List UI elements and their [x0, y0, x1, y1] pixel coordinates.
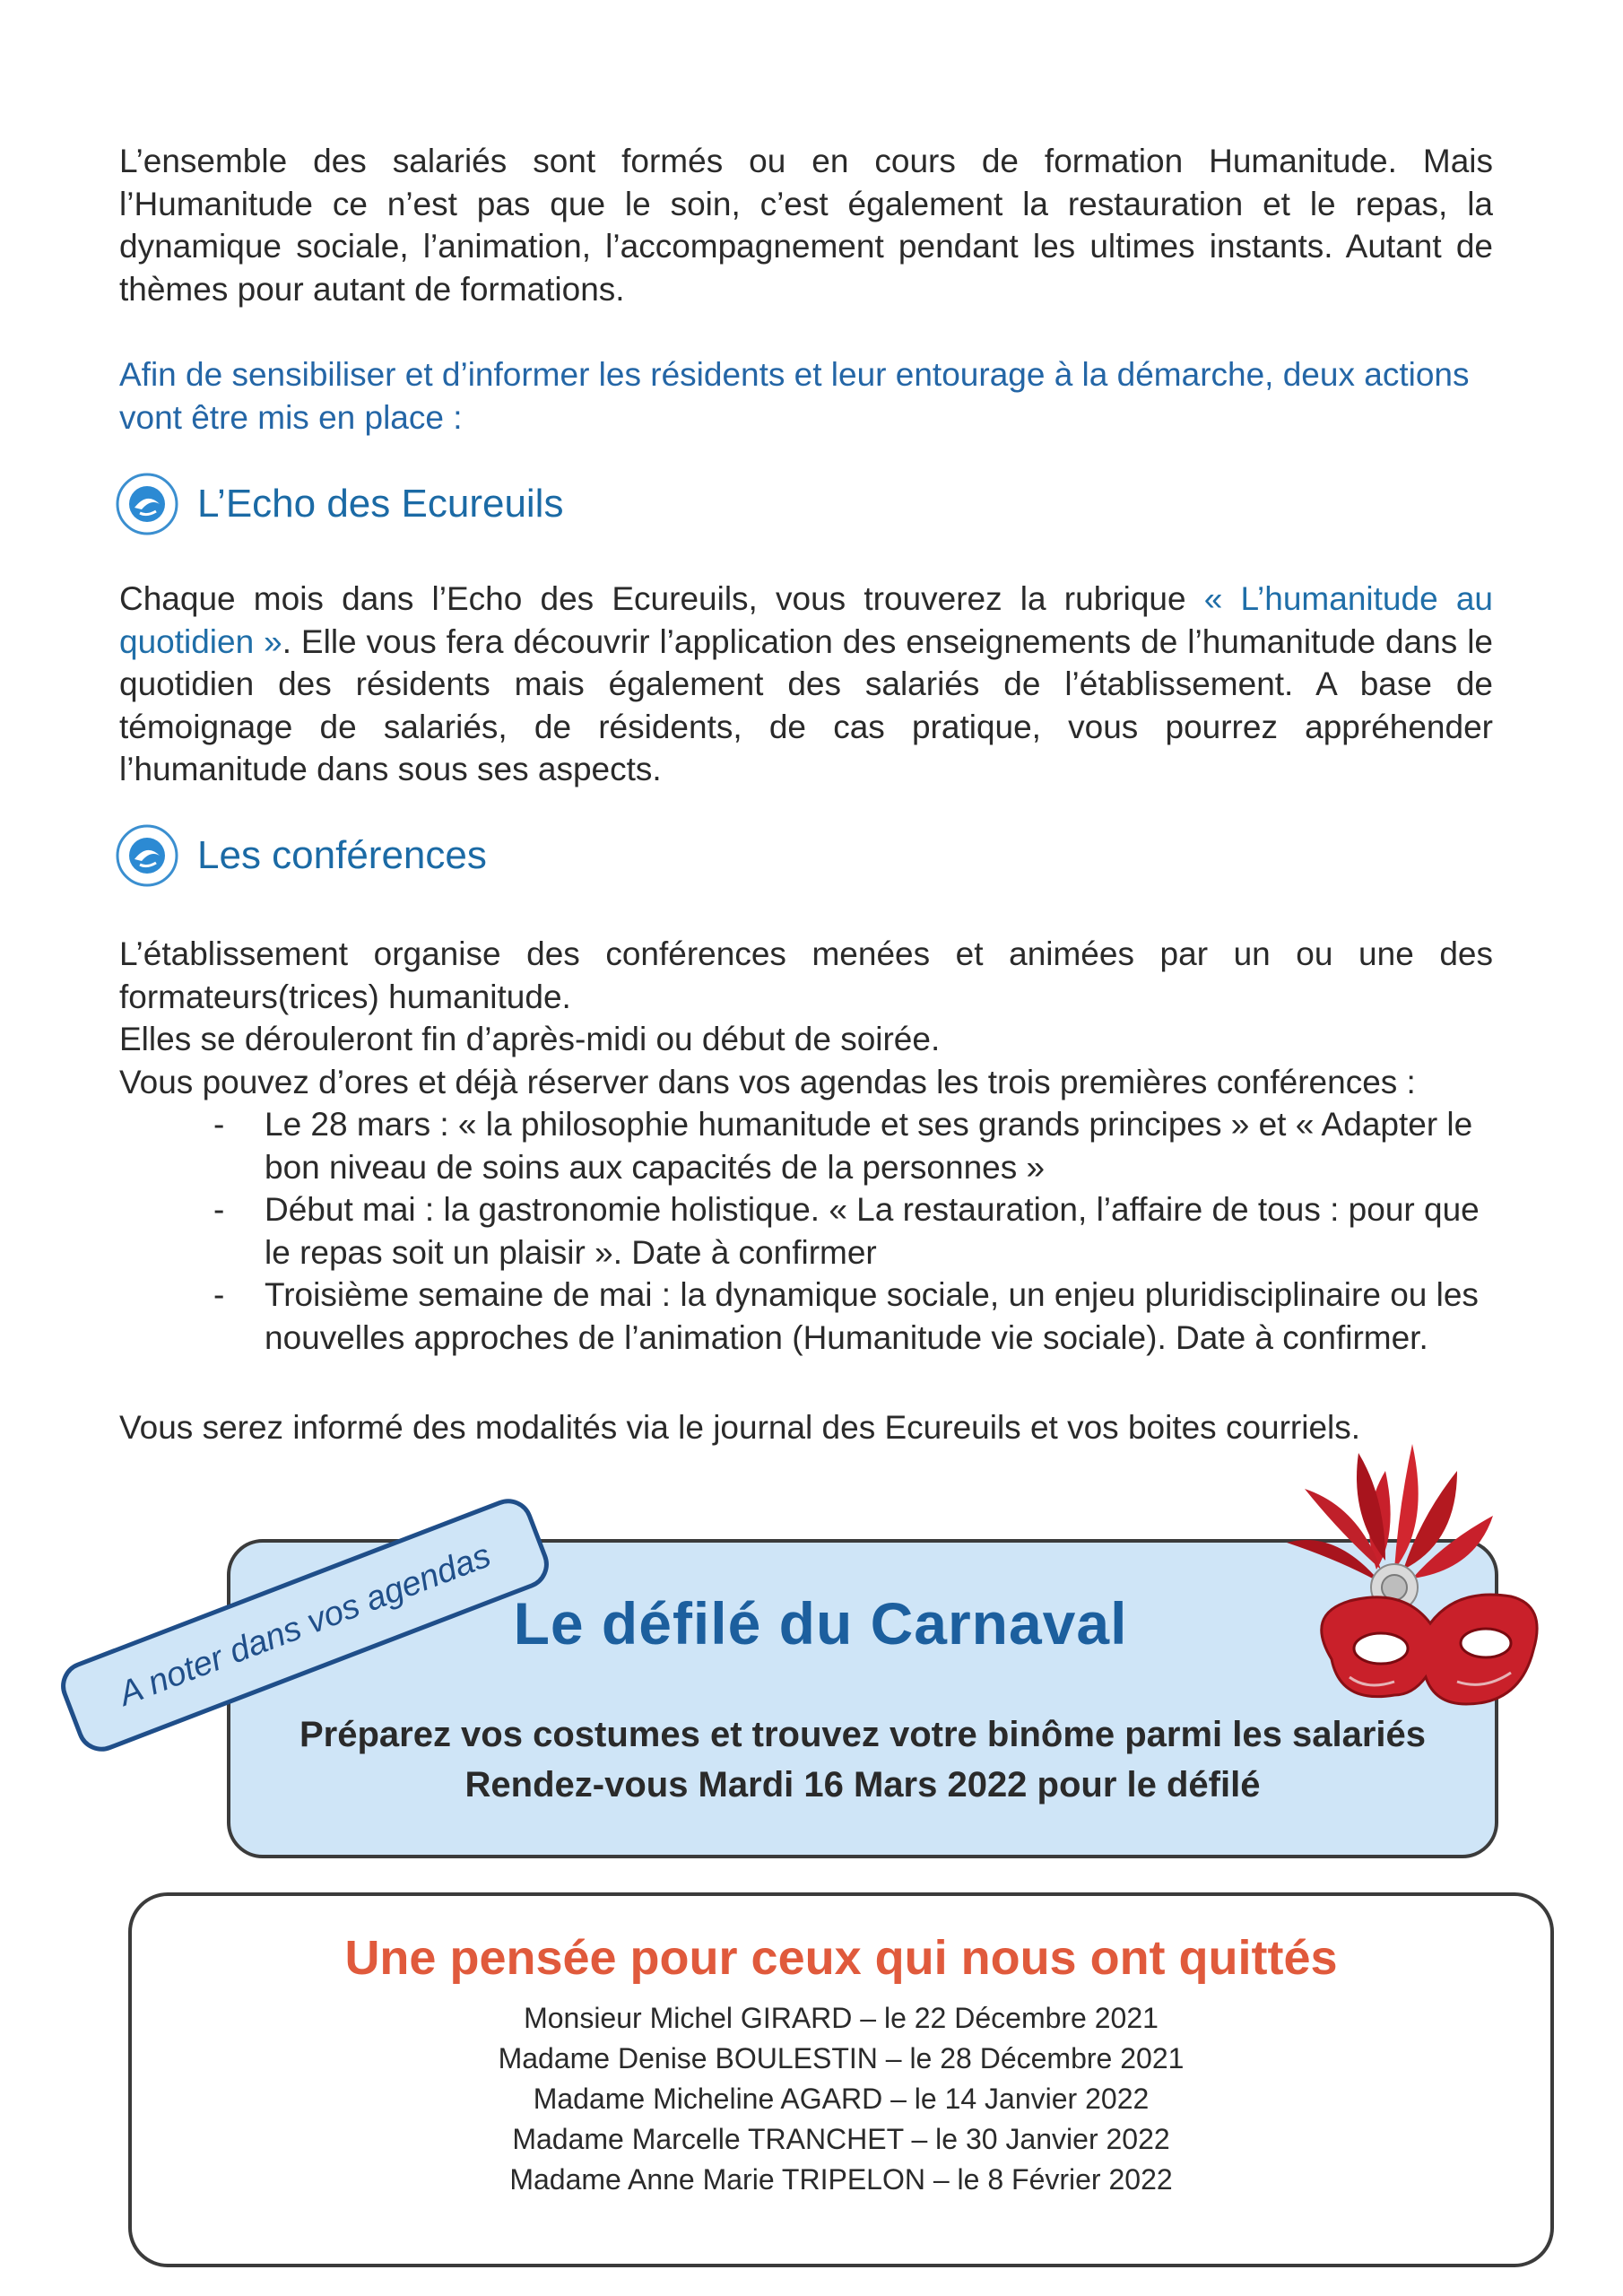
- list-item: Madame Micheline AGARD – le 14 Janvier 2022: [533, 2083, 1150, 2115]
- list-item-text: Le 28 mars : « la philosophie humanitude et ses grands principes » et « Adapter le bon niveau de soins aux capacités de la personnes »: [265, 1106, 1473, 1186]
- list-item: Madame Marcelle TRANCHET – le 30 Janvier 2022: [512, 2123, 1170, 2155]
- conferences-paragraph-1: L’établissement organise des conférences menées et animées par un ou une des formateurs(trices) humanitude.: [119, 935, 1493, 1015]
- list-item: [119, 1274, 1493, 1359]
- carnival-mask-icon: [1251, 1435, 1547, 1740]
- memorial-title: Une pensée pour ceux qui nous ont quittés: [344, 1931, 1338, 1985]
- intro-section: [119, 140, 1493, 310]
- list-item-text: Troisième semaine de mai : la dynamique sociale, un enjeu pluridisciplinaire ou les nouvelles approches de l’animation (Humanitude vie sociale). Date à confirmer.: [265, 1276, 1479, 1356]
- conferences-heading: [115, 823, 487, 888]
- echo-rubric: « L’humanitude au quotidien »: [119, 580, 1493, 660]
- list-dash: -: [213, 1106, 225, 1143]
- conferences-title: Les conférences: [197, 833, 487, 877]
- echo-section: [119, 578, 1493, 791]
- list-item: Madame Anne Marie TRIPELON – le 8 Février 2022: [509, 2163, 1173, 2196]
- intro-lead: Afin de sensibiliser et d’informer les résidents et leur entourage à la démarche, deux actions vont être mis en place :: [119, 356, 1470, 436]
- conferences-paragraph-2: Elles se dérouleront fin d’après-midi ou début de soirée.: [119, 1021, 941, 1057]
- list-item-text: Début mai : la gastronomie holistique. « La restauration, l’affaire de tous : pour que le repas soit un plaisir ». Date à confirmer: [265, 1191, 1480, 1271]
- conferences-list: [119, 1103, 1493, 1359]
- humanitude-logo-icon: [115, 472, 179, 536]
- carnival-line-1: Préparez vos costumes et trouvez votre binôme parmi les salariés: [299, 1715, 1427, 1754]
- list-item: [119, 1188, 1493, 1274]
- conferences-paragraph-3: Vous pouvez d’ores et déjà réserver dans vos agendas les trois premières conférences :: [119, 1063, 1416, 1100]
- list-item: [119, 1103, 1493, 1188]
- list-item: Monsieur Michel GIRARD – le 22 Décembre 2021: [524, 2002, 1159, 2034]
- echo-heading: [115, 472, 563, 536]
- echo-paragraph: [119, 578, 1493, 791]
- memorial-list: [128, 1998, 1554, 2200]
- agenda-tag-label: A noter dans vos agendas: [113, 1536, 496, 1714]
- carnival-line-2: Rendez-vous Mardi 16 Mars 2022 pour le défilé: [464, 1765, 1261, 1805]
- intro-paragraph: L’ensemble des salariés sont formés ou en cours de formation Humanitude. Mais l’Humanitude ce n’est pas que le soin, c’est également la restauration et le repas, la dynamique sociale, l’animation, l’accompagnement pendant les ultimes instants. Autant de thèmes pour autant de formations.: [119, 143, 1493, 308]
- carnival-title: Le défilé du Carnaval: [513, 1590, 1128, 1657]
- intro-lead-block: [119, 353, 1493, 439]
- echo-title: L’Echo des Ecureuils: [197, 482, 564, 526]
- echo-text-before: Chaque mois dans l’Echo des Ecureuils, vous trouverez la rubrique: [119, 580, 1204, 617]
- list-dash: -: [213, 1276, 225, 1313]
- humanitude-logo-icon: [115, 823, 179, 888]
- list-dash: -: [213, 1191, 225, 1228]
- closing-paragraph: Vous serez informé des modalités via le journal des Ecureuils et vos boites courriels.: [119, 1409, 1361, 1446]
- list-item: Madame Denise BOULESTIN – le 28 Décembre 2021: [498, 2042, 1185, 2074]
- echo-text-after: . Elle vous fera découvrir l’application des enseignements de l’humanitude dans le quotidien des résidents mais également des salariés de l’établissement. A base de témoignage de salariés, de résidents, de cas pratique, vous pourrez appréhender l’humanitude dans sous ses aspects.: [119, 622, 1493, 787]
- conferences-section: [119, 933, 1493, 1359]
